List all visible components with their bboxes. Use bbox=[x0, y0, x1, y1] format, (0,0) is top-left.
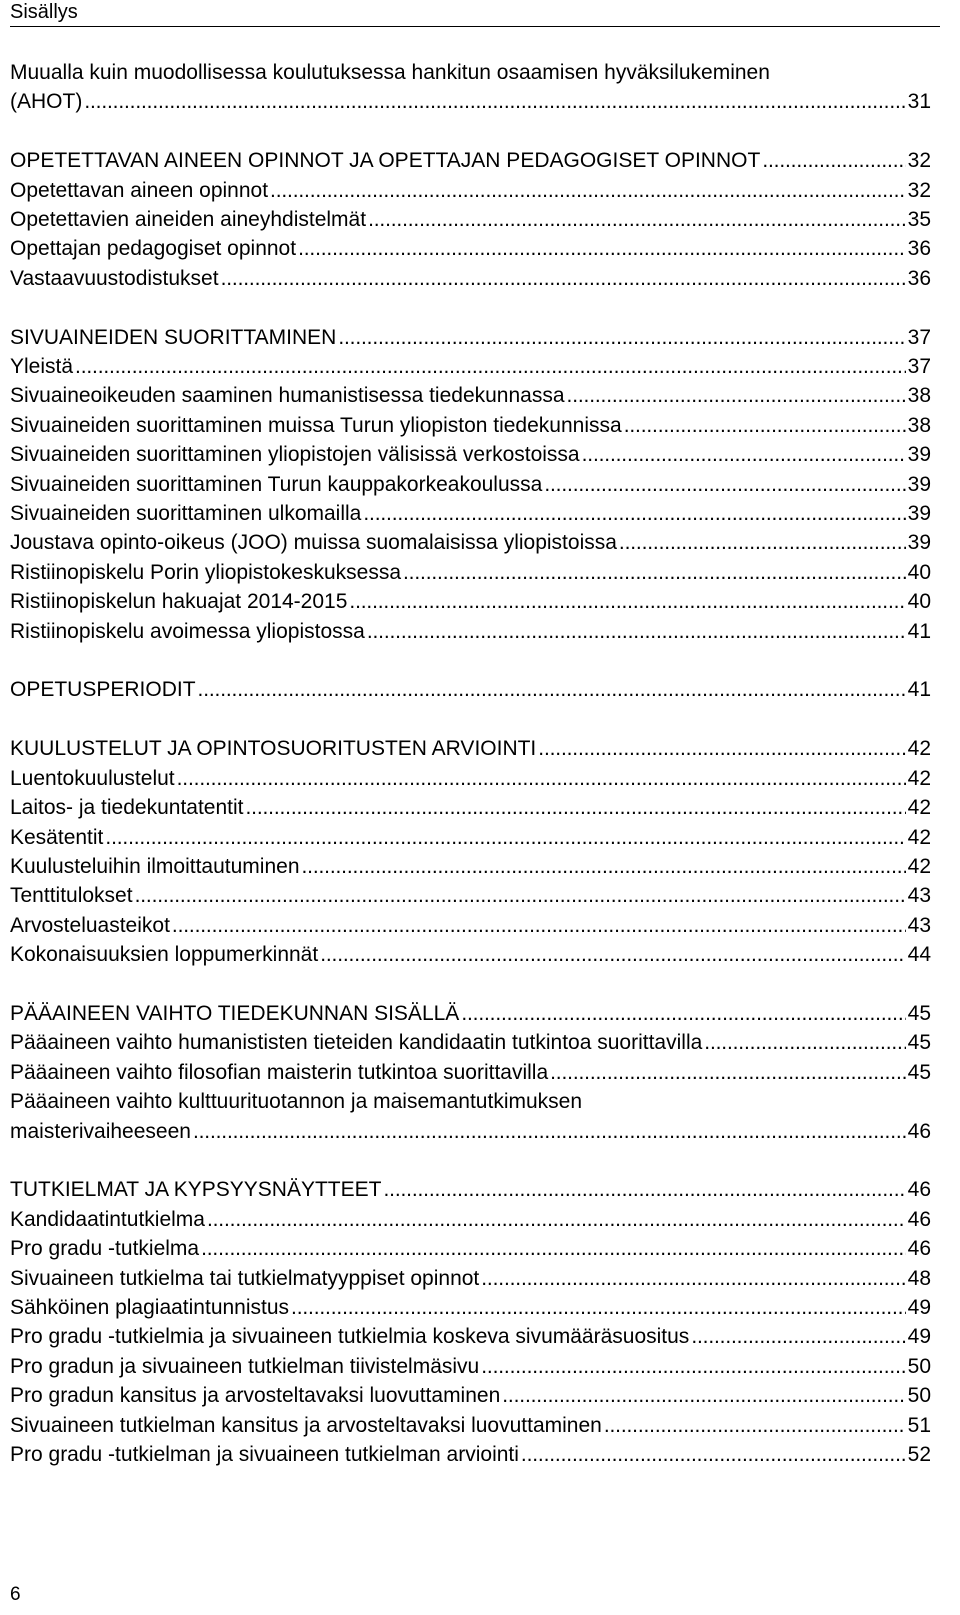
toc-entry-page: 39 bbox=[907, 502, 931, 526]
toc-entry-page: 50 bbox=[907, 1354, 931, 1378]
toc-dot-leader bbox=[302, 852, 906, 881]
toc-dot-leader bbox=[338, 323, 905, 352]
toc-entry-title: Sivuaineiden suorittaminen yliopistojen välisissä verkostoissa bbox=[10, 443, 580, 467]
toc-entry[interactable] bbox=[10, 528, 931, 557]
toc-dot-leader bbox=[221, 264, 906, 293]
toc-entry[interactable] bbox=[10, 411, 931, 440]
toc-entry-title: Pro gradu -tutkielma bbox=[10, 1237, 200, 1261]
toc-entry-title: Tenttitulokset bbox=[10, 884, 133, 908]
toc-entry-title: Pro gradun ja sivuaineen tutkielman tiivistelmäsivu bbox=[10, 1354, 480, 1378]
toc-entry-page: 40 bbox=[907, 560, 931, 584]
section-gap bbox=[10, 117, 931, 146]
section-gap bbox=[10, 970, 931, 999]
toc-entry[interactable] bbox=[10, 1175, 931, 1204]
toc-dot-leader bbox=[177, 764, 906, 793]
toc-entry-page: 49 bbox=[907, 1295, 931, 1319]
toc-dot-leader bbox=[538, 734, 905, 763]
toc-dot-leader bbox=[105, 823, 905, 852]
toc-entry[interactable] bbox=[10, 323, 931, 352]
toc-entry[interactable] bbox=[10, 852, 931, 881]
toc-entry-page: 42 bbox=[907, 854, 931, 878]
toc-dot-leader bbox=[691, 1322, 905, 1351]
toc-entry[interactable] bbox=[10, 1058, 931, 1087]
toc-entry[interactable] bbox=[10, 940, 931, 969]
toc-entry-title: Arvosteluasteikot bbox=[10, 913, 170, 937]
toc-entry-title: Pääaineen vaihto kulttuurituotannon ja maisemantutkimuksen bbox=[10, 1090, 583, 1114]
header-title: Sisällys bbox=[10, 1, 78, 23]
toc-entry-title: Kesätentit bbox=[10, 825, 104, 849]
toc-entry[interactable] bbox=[10, 734, 931, 763]
toc-entry[interactable] bbox=[10, 617, 931, 646]
toc-entry[interactable] bbox=[10, 793, 931, 822]
toc-entry[interactable] bbox=[10, 352, 931, 381]
toc-dot-leader bbox=[320, 940, 905, 969]
section-gap bbox=[10, 646, 931, 675]
toc-dot-leader bbox=[550, 1058, 906, 1087]
toc-entry-title: Yleistä bbox=[10, 355, 74, 379]
section-gap bbox=[10, 1146, 931, 1175]
toc-entry-page: 42 bbox=[907, 796, 931, 820]
toc-entry-page: 41 bbox=[907, 678, 931, 702]
toc-entry[interactable] bbox=[10, 1028, 931, 1057]
toc-entry-title: Opetettavan aineen opinnot bbox=[10, 178, 269, 202]
toc-entry[interactable] bbox=[10, 499, 931, 528]
toc-entry[interactable] bbox=[10, 264, 931, 293]
toc-entry[interactable] bbox=[10, 1264, 931, 1293]
toc-dot-leader bbox=[363, 499, 905, 528]
toc-entry-page: 49 bbox=[907, 1325, 931, 1349]
toc-entry-page: 45 bbox=[907, 1001, 931, 1025]
toc-entry-page: 31 bbox=[907, 90, 931, 114]
toc-entry-title: Pääaineen vaihto humanististen tieteiden kandidaatin tutkintoa suorittavilla bbox=[10, 1031, 703, 1055]
toc-dot-leader bbox=[172, 911, 906, 940]
toc-dot-leader bbox=[349, 587, 905, 616]
page-header bbox=[10, 0, 940, 27]
toc-entry-page: 38 bbox=[907, 384, 931, 408]
toc-entry-title: Kokonaisuuksien loppumerkinnät bbox=[10, 943, 319, 967]
toc-entry-page: 42 bbox=[907, 766, 931, 790]
toc-entry-page: 41 bbox=[907, 619, 931, 643]
toc-entry-title: Vastaavuustodistukset bbox=[10, 266, 219, 290]
toc-entry-title: Sivuaineen tutkielman kansitus ja arvosteltavaksi luovuttaminen bbox=[10, 1413, 602, 1437]
toc-dot-leader bbox=[624, 411, 906, 440]
table-of-contents bbox=[10, 58, 931, 1469]
toc-entry-title: Sivuaineiden suorittaminen Turun kauppakorkeakoulussa bbox=[10, 472, 543, 496]
toc-entry-title: Sivuaineoikeuden saaminen humanistisessa tiedekunnassa bbox=[10, 384, 565, 408]
toc-entry-title: maisterivaiheeseen bbox=[10, 1119, 191, 1143]
toc-dot-leader bbox=[368, 205, 906, 234]
toc-entry[interactable] bbox=[10, 1352, 931, 1381]
toc-entry[interactable] bbox=[10, 587, 931, 616]
toc-dot-leader bbox=[75, 352, 906, 381]
toc-dot-leader bbox=[582, 440, 906, 469]
toc-entry[interactable] bbox=[10, 1322, 931, 1351]
toc-dot-leader bbox=[270, 176, 906, 205]
toc-entry-page: 48 bbox=[907, 1266, 931, 1290]
toc-entry-page: 39 bbox=[907, 443, 931, 467]
toc-entry-page: 46 bbox=[907, 1178, 931, 1202]
toc-entry-page: 46 bbox=[907, 1119, 931, 1143]
toc-entry-page: 39 bbox=[907, 472, 931, 496]
toc-dot-leader bbox=[762, 146, 905, 175]
toc-entry-page: 45 bbox=[907, 1060, 931, 1084]
toc-entry-title: Ristiinopiskelu avoimessa yliopistossa bbox=[10, 619, 365, 643]
toc-entry-title: Pro gradun kansitus ja arvosteltavaksi luovuttaminen bbox=[10, 1384, 501, 1408]
toc-dot-leader bbox=[481, 1352, 905, 1381]
toc-entry-page: 38 bbox=[907, 413, 931, 437]
toc-entry-title: Sivuaineen tutkielma tai tutkielmatyyppiset opinnot bbox=[10, 1266, 480, 1290]
toc-entry-title: Opettajan pedagogiset opinnot bbox=[10, 237, 297, 261]
toc-entry-title: PÄÄAINEEN VAIHTO TIEDEKUNNAN SISÄLLÄ bbox=[10, 1001, 460, 1025]
toc-entry-title: OPETETTAVAN AINEEN OPINNOT JA OPETTAJAN PEDAGOGISET OPINNOT bbox=[10, 149, 761, 173]
toc-entry[interactable] bbox=[10, 234, 931, 263]
toc-entry[interactable] bbox=[10, 1381, 931, 1410]
toc-dot-leader bbox=[604, 1411, 906, 1440]
toc-entry-title: Kandidaatintutkielma bbox=[10, 1207, 205, 1231]
toc-entry-page: 32 bbox=[907, 149, 931, 173]
toc-entry-title: Joustava opinto-oikeus (JOO) muissa suomalaisissa yliopistoissa bbox=[10, 531, 617, 555]
page-number: 6 bbox=[10, 1584, 21, 1605]
toc-entry-title: Sähköinen plagiaatintunnistus bbox=[10, 1295, 290, 1319]
toc-entry[interactable] bbox=[10, 58, 931, 87]
toc-dot-leader bbox=[207, 1205, 906, 1234]
toc-entry-title: TUTKIELMAT JA KYPSYYSNÄYTTEET bbox=[10, 1178, 382, 1202]
toc-entry-page: 36 bbox=[907, 237, 931, 261]
toc-dot-leader bbox=[367, 617, 906, 646]
toc-entry-title: Ristiinopiskelu Porin yliopistokeskuksessa bbox=[10, 560, 402, 584]
toc-dot-leader bbox=[704, 1028, 905, 1057]
toc-dot-leader bbox=[245, 793, 905, 822]
toc-entry[interactable] bbox=[10, 1411, 931, 1440]
toc-entry-title: OPETUSPERIODIT bbox=[10, 678, 196, 702]
toc-entry-title: (AHOT) bbox=[10, 90, 83, 114]
toc-entry-page: 35 bbox=[907, 208, 931, 232]
toc-entry[interactable] bbox=[10, 764, 931, 793]
toc-dot-leader bbox=[84, 87, 905, 116]
toc-dot-leader bbox=[198, 675, 906, 704]
toc-entry-page: 37 bbox=[907, 355, 931, 379]
toc-entry[interactable] bbox=[10, 881, 931, 910]
toc-entry-page: 46 bbox=[907, 1207, 931, 1231]
toc-entry-title: Ristiinopiskelun hakuajat 2014-2015 bbox=[10, 590, 348, 614]
toc-dot-leader bbox=[567, 381, 906, 410]
toc-dot-leader bbox=[461, 999, 905, 1028]
toc-entry-title: Sivuaineiden suorittaminen ulkomailla bbox=[10, 502, 362, 526]
toc-entry-title: Pro gradu -tutkielman ja sivuaineen tutkielman arviointi bbox=[10, 1443, 519, 1466]
toc-entry[interactable] bbox=[10, 146, 931, 175]
toc-dot-leader bbox=[521, 1440, 906, 1469]
toc-entry[interactable] bbox=[10, 823, 931, 852]
toc-entry-page: 44 bbox=[907, 943, 931, 967]
toc-entry[interactable] bbox=[10, 999, 931, 1028]
toc-entry[interactable] bbox=[10, 381, 931, 410]
toc-entry-title: Muualla kuin muodollisessa koulutuksessa hankitun osaamisen hyväksilukeminen bbox=[10, 61, 770, 84]
toc-entry-page: 43 bbox=[907, 913, 931, 937]
toc-entry[interactable] bbox=[10, 1293, 931, 1322]
toc-entry[interactable] bbox=[10, 1117, 931, 1146]
toc-entry[interactable] bbox=[10, 558, 931, 587]
toc-entry[interactable] bbox=[10, 675, 931, 704]
toc-dot-leader bbox=[403, 558, 906, 587]
toc-entry-page: 46 bbox=[907, 1237, 931, 1261]
toc-dot-leader bbox=[481, 1264, 905, 1293]
toc-entry-page: 40 bbox=[907, 590, 931, 614]
toc-entry-page: 51 bbox=[907, 1413, 931, 1437]
toc-entry[interactable] bbox=[10, 87, 931, 116]
toc-entry-title: SIVUAINEIDEN SUORITTAMINEN bbox=[10, 325, 337, 349]
toc-entry-page: 45 bbox=[907, 1031, 931, 1055]
toc-dot-leader bbox=[383, 1175, 905, 1204]
toc-dot-leader bbox=[502, 1381, 905, 1410]
toc-entry-page: 42 bbox=[907, 737, 931, 761]
toc-entry[interactable] bbox=[10, 470, 931, 499]
section-gap bbox=[10, 705, 931, 734]
toc-entry[interactable] bbox=[10, 440, 931, 469]
section-gap bbox=[10, 293, 931, 322]
toc-entry[interactable] bbox=[10, 176, 931, 205]
toc-entry-page: 43 bbox=[907, 884, 931, 908]
toc-entry-title: Pro gradu -tutkielmia ja sivuaineen tutkielmia koskeva sivumääräsuositus bbox=[10, 1325, 690, 1349]
toc-dot-leader bbox=[544, 470, 905, 499]
toc-entry[interactable] bbox=[10, 1205, 931, 1234]
toc-entry[interactable] bbox=[10, 1087, 931, 1116]
toc-entry-page: 42 bbox=[907, 825, 931, 849]
toc-entry[interactable] bbox=[10, 205, 931, 234]
toc-entry-page: 37 bbox=[907, 325, 931, 349]
toc-entry-page: 50 bbox=[907, 1384, 931, 1408]
toc-entry-title: Luentokuulustelut bbox=[10, 766, 175, 790]
toc-dot-leader bbox=[619, 528, 906, 557]
toc-entry-page: 36 bbox=[907, 266, 931, 290]
toc-dot-leader bbox=[193, 1117, 906, 1146]
toc-entry[interactable] bbox=[10, 1440, 931, 1469]
toc-dot-leader bbox=[291, 1293, 906, 1322]
toc-entry-title: Kuulusteluihin ilmoittautuminen bbox=[10, 854, 300, 878]
toc-entry[interactable] bbox=[10, 1234, 931, 1263]
toc-entry-page: 39 bbox=[907, 531, 931, 555]
toc-entry-title: KUULUSTELUT JA OPINTOSUORITUSTEN ARVIOINTI bbox=[10, 737, 537, 761]
toc-entry-title: Sivuaineiden suorittaminen muissa Turun yliopiston tiedekunnissa bbox=[10, 413, 622, 437]
toc-entry-title: Opetettavien aineiden aineyhdistelmät bbox=[10, 208, 367, 232]
toc-entry-title: Laitos- ja tiedekuntatentit bbox=[10, 796, 244, 820]
toc-dot-leader bbox=[201, 1234, 906, 1263]
toc-dot-leader bbox=[135, 881, 906, 910]
toc-entry-page: 32 bbox=[907, 178, 931, 202]
toc-entry-title: Pääaineen vaihto filosofian maisterin tutkintoa suorittavilla bbox=[10, 1060, 549, 1084]
toc-entry-page: 52 bbox=[907, 1443, 931, 1466]
toc-dot-leader bbox=[298, 234, 906, 263]
toc-entry[interactable] bbox=[10, 911, 931, 940]
